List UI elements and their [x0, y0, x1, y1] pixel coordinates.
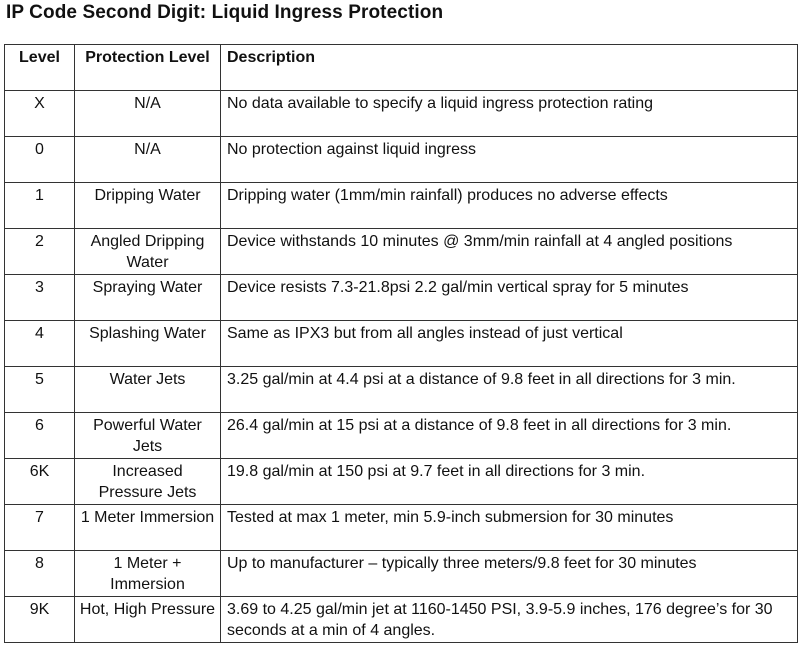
cell-description: 19.8 gal/min at 150 psi at 9.7 feet in all directions for 3 min. — [221, 459, 798, 505]
column-header-protection-level: Protection Level — [75, 45, 221, 91]
cell-description: 3.69 to 4.25 gal/min jet at 1160-1450 PSI, 3.9-5.9 inches, 176 degree’s for 30 seconds at a min of 4 angles. — [221, 597, 798, 643]
cell-level: 3 — [5, 275, 75, 321]
cell-level: 6K — [5, 459, 75, 505]
table-header-row — [5, 45, 798, 91]
cell-protection-level: Hot, High Pressure — [75, 597, 221, 643]
cell-level: 1 — [5, 183, 75, 229]
ip-rating-table — [4, 44, 798, 643]
table-row — [5, 137, 798, 183]
cell-level: 0 — [5, 137, 75, 183]
table-row — [5, 367, 798, 413]
cell-protection-level: Water Jets — [75, 367, 221, 413]
cell-level: X — [5, 91, 75, 137]
table-row — [5, 459, 798, 505]
cell-level: 6 — [5, 413, 75, 459]
cell-protection-level: 1 Meter Immersion — [75, 505, 221, 551]
cell-level: 7 — [5, 505, 75, 551]
cell-protection-level: Splashing Water — [75, 321, 221, 367]
cell-protection-level: N/A — [75, 137, 221, 183]
table-row — [5, 91, 798, 137]
table-row — [5, 321, 798, 367]
cell-protection-level: Powerful Water Jets — [75, 413, 221, 459]
cell-protection-level: Angled Dripping Water — [75, 229, 221, 275]
cell-description: Same as IPX3 but from all angles instead of just vertical — [221, 321, 798, 367]
table-row — [5, 413, 798, 459]
cell-protection-level: Dripping Water — [75, 183, 221, 229]
cell-description: Device withstands 10 minutes @ 3mm/min rainfall at 4 angled positions — [221, 229, 798, 275]
table-row — [5, 505, 798, 551]
page-title: IP Code Second Digit: Liquid Ingress Protection — [6, 2, 444, 23]
cell-description: Device resists 7.3-21.8psi 2.2 gal/min vertical spray for 5 minutes — [221, 275, 798, 321]
cell-description: No data available to specify a liquid ingress protection rating — [221, 91, 798, 137]
table-row — [5, 275, 798, 321]
column-header-level: Level — [5, 45, 75, 91]
table-row — [5, 597, 798, 643]
cell-level: 4 — [5, 321, 75, 367]
cell-description: Tested at max 1 meter, min 5.9-inch submersion for 30 minutes — [221, 505, 798, 551]
cell-level: 5 — [5, 367, 75, 413]
cell-level: 8 — [5, 551, 75, 597]
cell-protection-level: Spraying Water — [75, 275, 221, 321]
cell-protection-level: 1 Meter + Immersion — [75, 551, 221, 597]
cell-level: 9K — [5, 597, 75, 643]
table-row — [5, 229, 798, 275]
cell-description: Dripping water (1mm/min rainfall) produces no adverse effects — [221, 183, 798, 229]
cell-level: 2 — [5, 229, 75, 275]
column-header-description: Description — [221, 45, 798, 91]
cell-description: 26.4 gal/min at 15 psi at a distance of 9.8 feet in all directions for 3 min. — [221, 413, 798, 459]
cell-protection-level: N/A — [75, 91, 221, 137]
table-row — [5, 183, 798, 229]
cell-description: Up to manufacturer – typically three meters/9.8 feet for 30 minutes — [221, 551, 798, 597]
cell-description: No protection against liquid ingress — [221, 137, 798, 183]
table-row — [5, 551, 798, 597]
cell-description: 3.25 gal/min at 4.4 psi at a distance of 9.8 feet in all directions for 3 min. — [221, 367, 798, 413]
cell-protection-level: Increased Pressure Jets — [75, 459, 221, 505]
